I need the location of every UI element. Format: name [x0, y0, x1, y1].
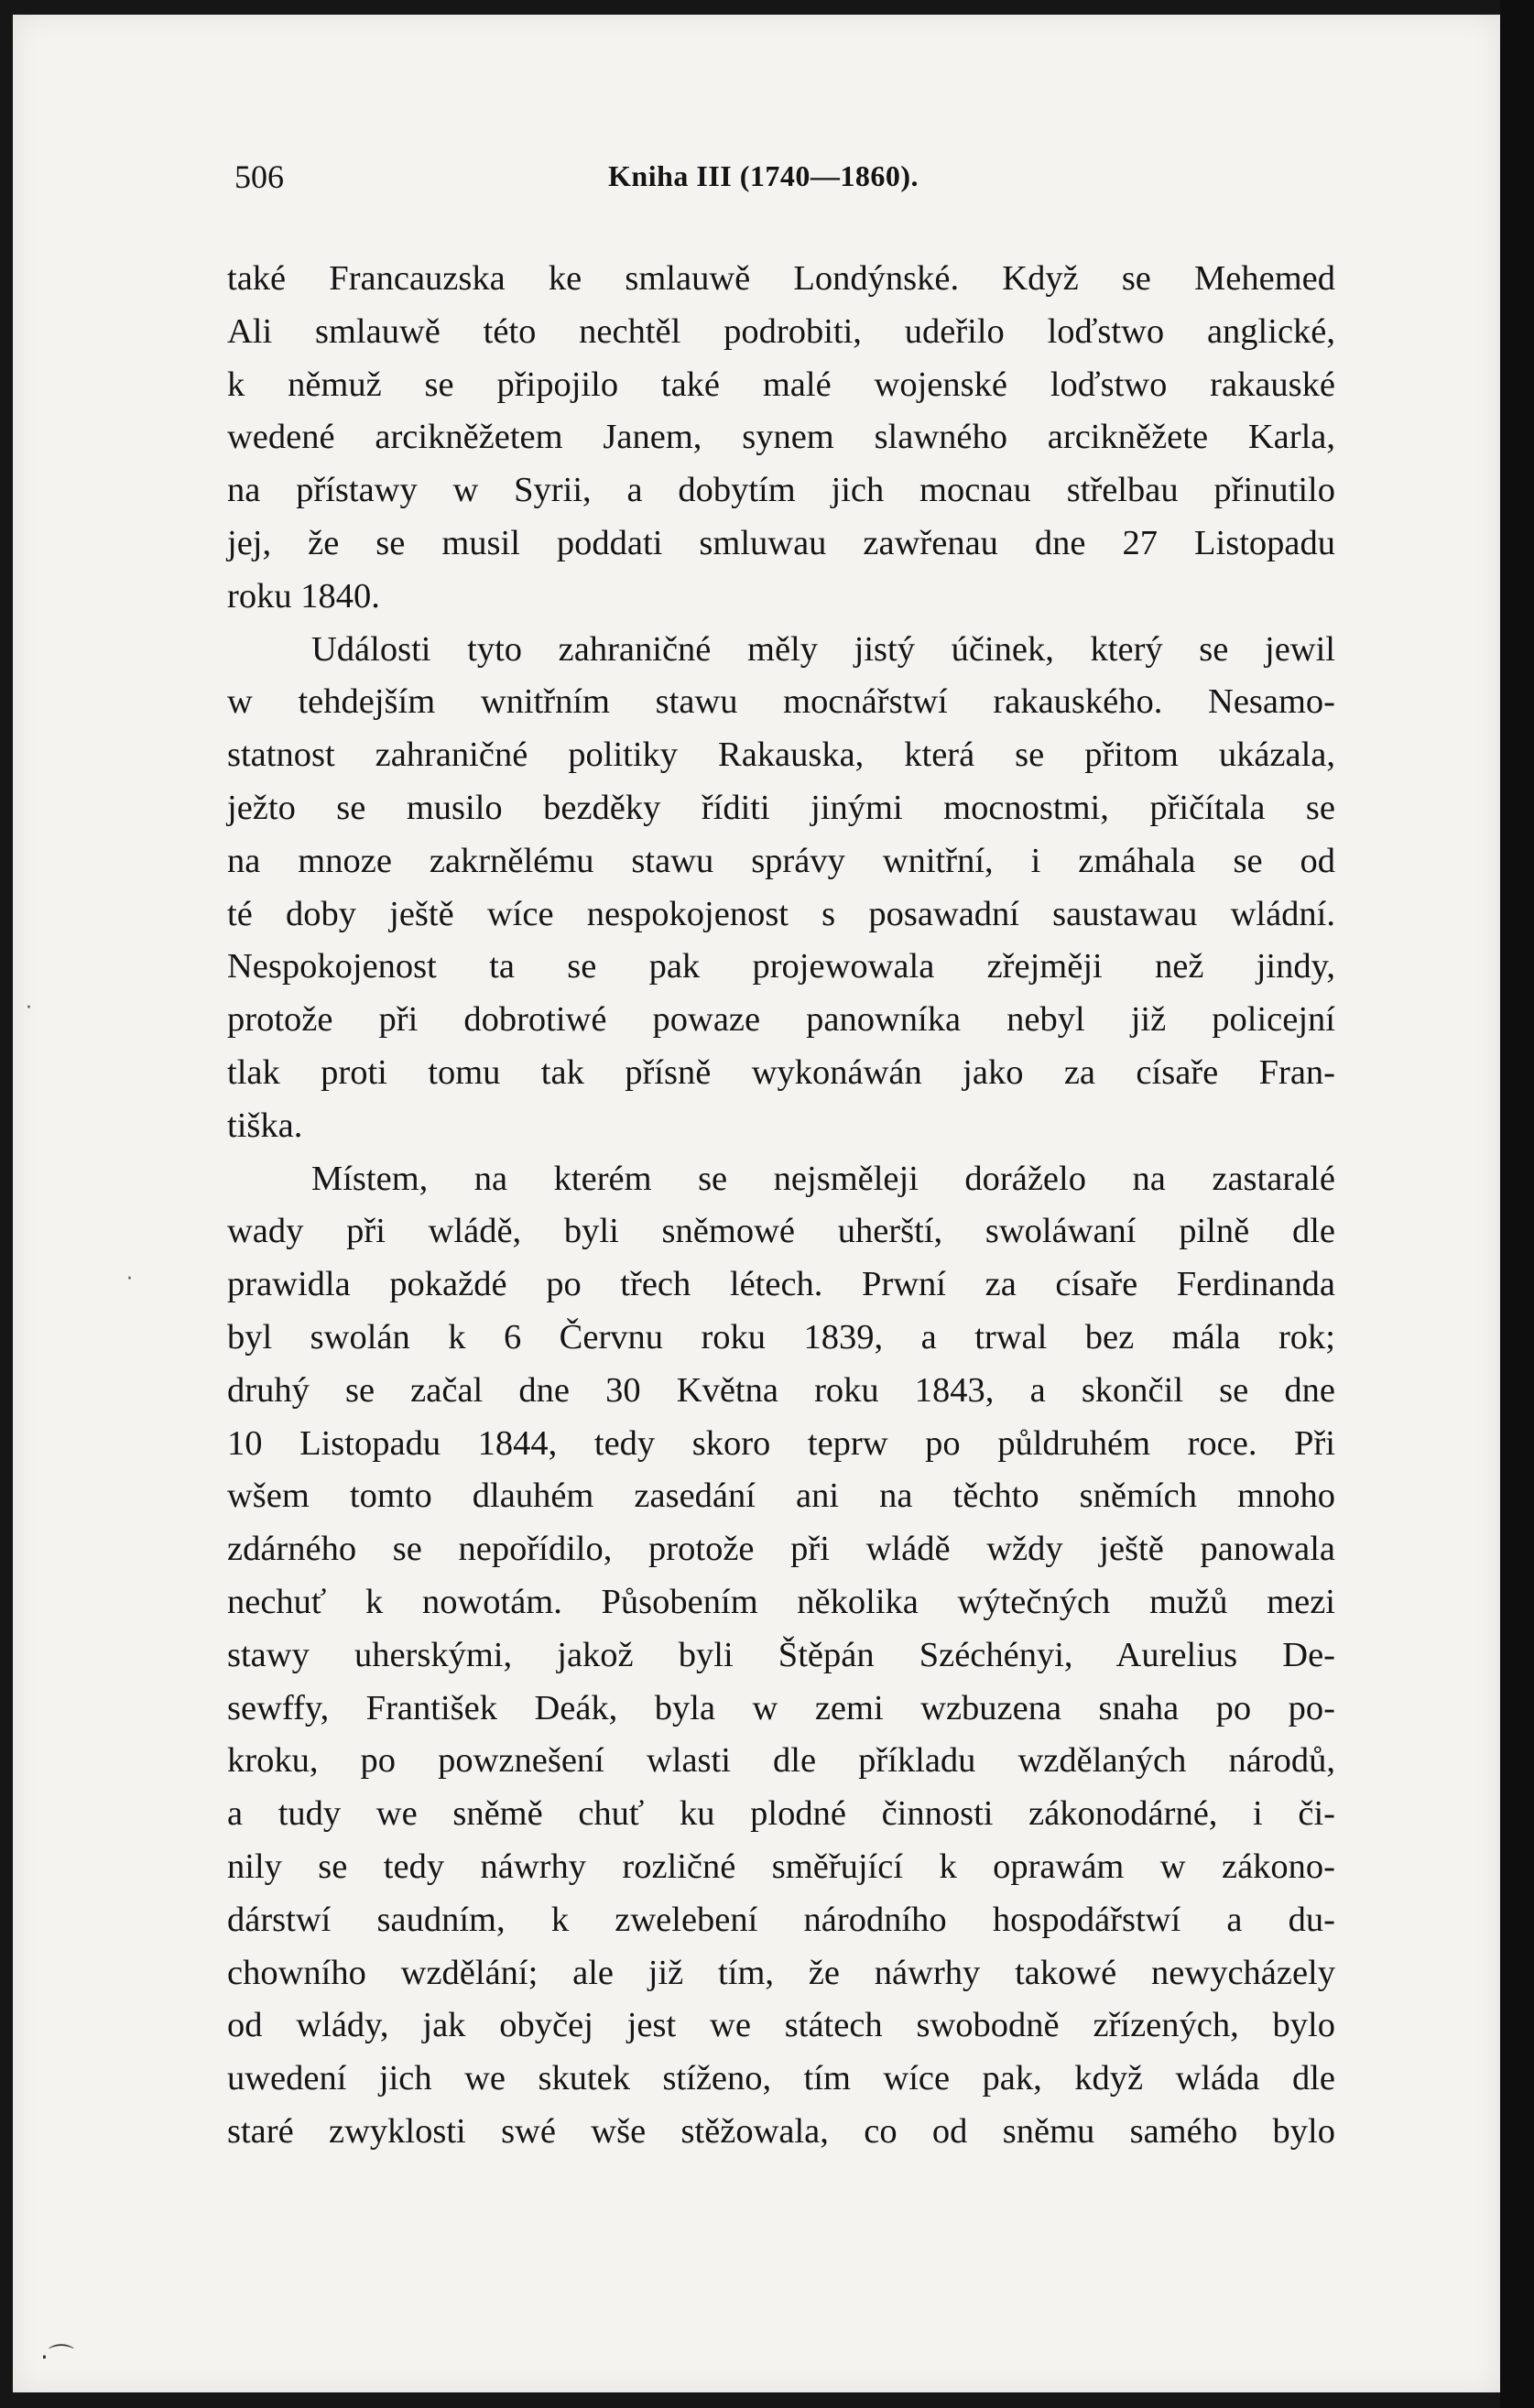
- text-line: Místem, na kterém se nejsměleji doráželo na zastaralé: [311, 1159, 1335, 1198]
- paragraph-2: [227, 624, 1335, 1153]
- paragraph-3: [227, 1153, 1335, 2159]
- margin-speck: ·: [26, 997, 32, 1019]
- text-line: nechuť k nowotám. Působením několika wýtečných mužů mezi: [227, 1582, 1335, 1621]
- text-line: Ali smlauwě této nechtěl podrobiti, udeřilo loďstwo anglické,: [227, 311, 1335, 351]
- body-text: [227, 253, 1335, 2159]
- text-line: Události tyto zahraničné měly jistý účinek, který se jewil: [311, 629, 1335, 669]
- text-line: stawy uherskými, jakož byli Štěpán Széchényi, Aurelius De-: [227, 1635, 1335, 1674]
- text-line: protože při dobrotiwé powaze panowníka nebyl již policejní: [227, 1000, 1335, 1040]
- text-line: od wlády, jak obyčej jest we státech swobodně zřízených, bylo: [227, 2006, 1335, 2045]
- text-line: uwedení jich we skutek stíženo, tím wíce pak, když wláda dle: [227, 2059, 1335, 2098]
- text-line: w tehdejším wnitřním stawu mocnářstwí rakauského. Nesamo-: [227, 682, 1335, 722]
- text-line: Nespokojenost ta se pak projewowala zřejměji než jindy,: [227, 947, 1335, 986]
- text-line: druhý se začal dne 30 Května roku 1843, a skončil se dne: [227, 1370, 1335, 1410]
- paragraph-1: [227, 253, 1335, 624]
- text-line: staré zwyklosti swé wše stěžowala, co od sněmu samého bylo: [227, 2111, 1335, 2151]
- text-line: 10 Listopadu 1844, tedy skoro teprw po půldruhém roce. Při: [227, 1423, 1335, 1463]
- text-line: zdárného se nepořídilo, protože při wládě wždy ještě panowala: [227, 1530, 1335, 1569]
- corner-speck: ⋅⌒: [40, 2342, 74, 2372]
- text-line: dárstwí saudním, k zwelebení národního hospodářstwí a du-: [227, 1900, 1335, 1939]
- text-line: chowního wzdělání; ale již tím, že náwrhy takowé newycházely: [227, 1953, 1335, 1992]
- text-line: ježto se musilo bezděky říditi jinými mocnostmi, přičítala se: [227, 788, 1335, 827]
- text-line: statnost zahraničné politiky Rakauska, která se přitom ukázala,: [227, 735, 1335, 775]
- margin-speck: ·: [126, 1268, 133, 1291]
- text-line: té doby ještě wíce nespokojenost s posawadní saustawau wládní.: [227, 894, 1335, 933]
- text-line: jej, že se musil poddati smluwau zawřenau dne 27 Listopadu: [227, 523, 1335, 562]
- text-line: byl swolán k 6 Červnu roku 1839, a trwal bez mála rok;: [227, 1317, 1335, 1357]
- text-line: sewffy, František Deák, byla w zemi wzbuzena snaha po po-: [227, 1688, 1335, 1727]
- text-line: k němuž se připojilo také malé wojenské loďstwo rakauské: [227, 365, 1335, 404]
- text-line: a tudy we sněmě chuť ku plodné činnosti zákonodárné, i či-: [227, 1794, 1335, 1834]
- page-number: 506: [234, 158, 284, 195]
- running-head: [234, 158, 1339, 203]
- text-line: roku 1840.: [227, 576, 380, 616]
- text-line: prawidla pokaždé po třech létech. Prwní za císaře Ferdinanda: [227, 1265, 1335, 1304]
- text-line: wšem tomto dlauhém zasedání ani na těchto sněmích mnoho: [227, 1476, 1335, 1516]
- text-line: wedené arcikněžetem Janem, synem slawného arcikněžete Karla,: [227, 418, 1335, 457]
- page-edge: [1500, 0, 1534, 2408]
- text-line: kroku, po powznešení wlasti dle příkladu wzdělaných národů,: [227, 1741, 1335, 1781]
- text-line: na mnoze zakrnělému stawu správy wnitřní, i zmáhala se od: [227, 841, 1335, 880]
- text-line: také Francauzska ke smlauwě Londýnské. Když se Mehemed: [227, 259, 1335, 298]
- text-line: tlak proti tomu tak přísně wykonáwán jako za císaře Fran-: [227, 1052, 1335, 1092]
- running-title: Kniha III (1740—1860).: [608, 159, 919, 192]
- text-line: nily se tedy náwrhy rozličné směřující k oprawám w zákono-: [227, 1847, 1335, 1886]
- text-line: wady při wládě, byli sněmowé uherští, swoláwaní pilně dle: [227, 1212, 1335, 1251]
- text-line: tiška.: [227, 1106, 303, 1145]
- text-line: na přístawy w Syrii, a dobytím jich mocnau střelbau přinutilo: [227, 471, 1335, 510]
